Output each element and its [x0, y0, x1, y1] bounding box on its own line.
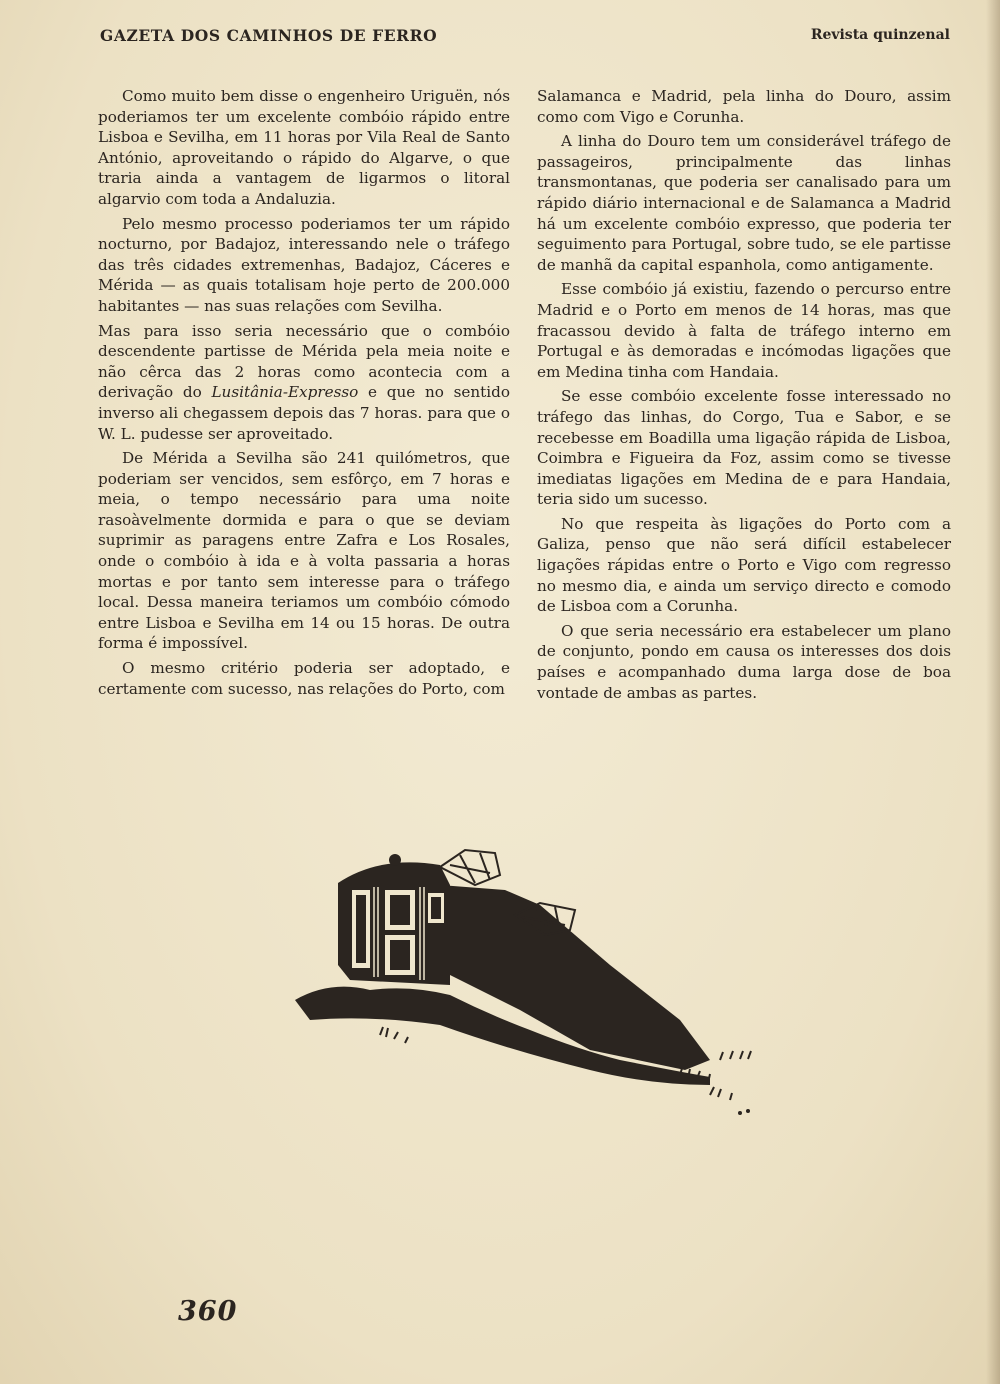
- text-column-left: [98, 86, 510, 703]
- page-edge-shadow: [986, 0, 1000, 1384]
- paragraph: O que seria necessário era estabelecer um plano de conjunto, pondo em causa os interesses dos dois países e acompanhado duma larga dose de boa vontade de ambas as partes.: [537, 621, 951, 702]
- electric-train-woodcut-icon: [290, 845, 760, 1120]
- paragraph: O mesmo critério poderia ser adoptado, e certamente com sucesso, nas relações do Porto, com: [98, 659, 510, 698]
- publication-periodicity: Revista quinzenal: [810, 27, 950, 43]
- paragraph: Se esse combóio excelente fosse interessado no tráfego das linhas, do Corgo, Tua e Sabor, e se recebesse em Boadilla uma ligação rápida de Lisboa, Coimbra e Figueira da Foz, assim como se tivesse imediatas ligações em Medina de e para Handaia, teria sido um sucesso.: [537, 387, 951, 509]
- italic-train-name: Lusitânia-Expresso: [211, 383, 359, 402]
- publication-title: GAZETA DOS CAMINHOS DE FERRO: [100, 26, 438, 45]
- paragraph: [98, 321, 510, 445]
- paragraph: De Mérida a Sevilha são 241 quilómetros, que poderiam ser vencidos, sem esfôrço, em 7 horas e meia, o tempo necessário para uma noite rasoàvelmente dormida e para o que se deviam suprimir as paragens entre Zafra e Los Rosales, onde o combóio à ida e à volta passaria a horas mortas e por tanto sem interesse para o tráfego local. Dessa maneira teriamos um combóio cómodo entre Lisboa e Sevilha em 14 ou 15 horas. De outra forma é impossível.: [98, 449, 510, 653]
- paragraph: Salamanca e Madrid, pela linha do Douro, assim como com Vigo e Corunha.: [537, 87, 951, 126]
- paragraph-text: Mas para isso seria necessário que o combóio descendente partisse de Mérida pela meia noite e não cêrca das 2 horas como acontecia com a derivação do: [98, 321, 510, 402]
- paragraph: A linha do Douro tem um considerável tráfego de passageiros, principalmente das linhas transmontanas, que poderia ser canalisado para um rápido diário internacional e de Salamanca a Madrid há um excelente combóio expresso, que poderia ter seguimento para Portugal, sobre tudo, se ele partisse de manhã da capital espanhola, como antigamente.: [537, 132, 951, 274]
- paragraph: Pelo mesmo processo poderiamos ter um rápido nocturno, por Badajoz, interessando nele o tráfego das três cidades extremenhas, Badajoz, Cáceres e Mérida — as quais totalisam hoje perto de 200.000 habitantes — nas suas relações com Sevilha.: [98, 214, 510, 315]
- paragraph-text: e que no sentido inverso ali chegassem depois das 7 horas. para que o W. L. pudesse ser aproveitado.: [98, 383, 510, 443]
- paragraph: Esse combóio já existiu, fazendo o percurso entre Madrid e o Porto em menos de 14 horas, mas que fracassou devido à falta de tráfego interno em Portugal e às demoradas e incómodas ligações que em Medina tinha com Handaia.: [537, 280, 951, 381]
- page-number: 360: [178, 1296, 238, 1327]
- paragraph: No que respeita às ligações do Porto com a Galiza, penso que não será difícil estabelecer ligações rápidas entre o Porto e Vigo com regresso no mesmo dia, e ainda um serviço directo e comodo de Lisboa com a Corunha.: [537, 514, 951, 616]
- paragraph: Como muito bem disse o engenheiro Uriguën, nós poderiamos ter um excelente combóio rápido entre Lisboa e Sevilha, em 11 horas por Vila Real de Santo António, aproveitando o rápido do Algarve, o que traria ainda a vantagem de ligarmos o litoral algarvio com toda a Andaluzia.: [98, 87, 510, 208]
- text-column-right: [537, 86, 951, 707]
